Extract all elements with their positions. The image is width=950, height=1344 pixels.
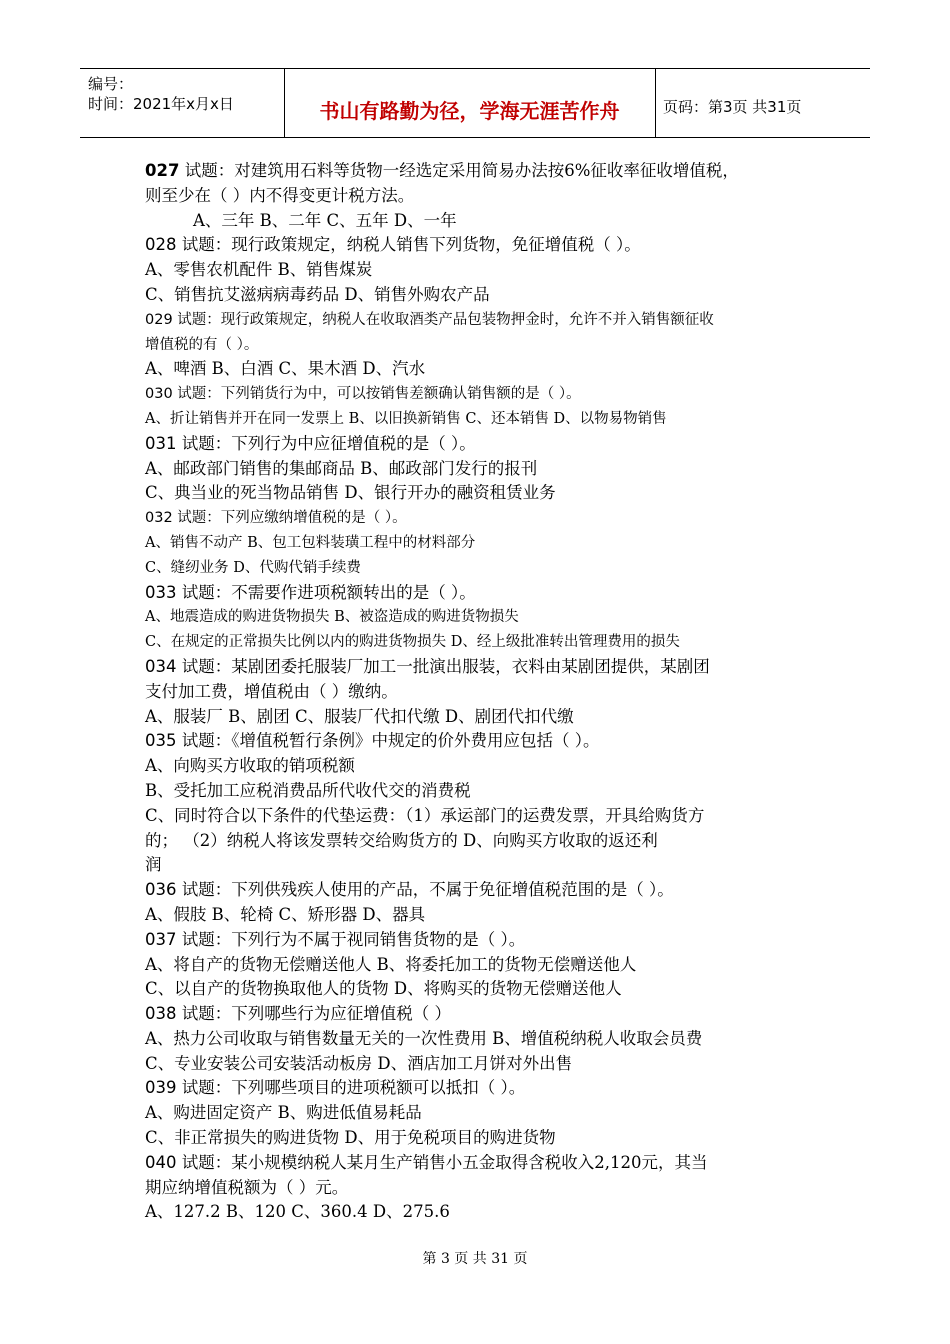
question-line: [145, 853, 815, 878]
question-list: [145, 159, 815, 1225]
question-text: 试题：某剧团委托服装厂加工一批演出服装，衣料由某剧团提供，某剧团: [181, 656, 710, 676]
header-motto-cell: [284, 69, 656, 137]
question-item: [145, 655, 815, 729]
question-stem: [145, 432, 815, 457]
question-text: 试题：下列供残疾人使用的产品，不属于免征增值税范围的是（ ）。: [181, 880, 674, 900]
question-item: [145, 382, 815, 432]
question-line: [145, 1052, 815, 1077]
question-line: [145, 977, 815, 1002]
question-line: [145, 357, 815, 382]
question-text: 试题：下列哪些项目的进项税额可以抵扣（ ）。: [181, 1078, 526, 1098]
question-item: [145, 432, 815, 506]
question-line: [145, 605, 815, 630]
question-line: [145, 184, 815, 209]
question-item: [145, 159, 815, 233]
question-text: 试题：下列行为中应征增值税的是（ ）。: [181, 433, 476, 453]
question-text: C、同时符合以下条件的代垫运费：（1）承运部门的运费发票，开具给购货方: [145, 805, 705, 825]
question-line: [145, 481, 815, 506]
doc-id-label: 编号：: [88, 75, 134, 93]
question-text: A、啤酒 B、白酒 C、果木酒 D、汽水: [145, 359, 426, 379]
question-line: [145, 1176, 815, 1201]
doc-date: 时间：2021年x月x日: [88, 95, 234, 113]
question-text: 试题：下列销货行为中，可以按销售差额确认销售额的是（ ）。: [177, 386, 581, 403]
question-stem: [145, 159, 815, 184]
question-stem: [145, 1076, 815, 1101]
question-text: C、在规定的正常损失比例以内的购进货物损失 D、经上级批准转出管理费用的损失: [145, 634, 680, 651]
page-header: [80, 68, 870, 138]
question-text: A、假肢 B、轮椅 C、矫形器 D、器具: [145, 904, 426, 924]
question-item: [145, 233, 815, 307]
question-number: 039: [145, 1078, 177, 1098]
question-item: [145, 729, 815, 878]
question-text: A、邮政部门销售的集邮商品 B、邮政部门发行的报刊: [145, 458, 538, 478]
question-line: [145, 1027, 815, 1052]
question-text: A、购进固定资产 B、购进低值易耗品: [145, 1103, 422, 1123]
question-line: [145, 829, 815, 854]
question-stem: [145, 308, 815, 333]
question-item: [145, 878, 815, 928]
question-text: 试题：不需要作进项税额转出的是（ ）。: [181, 582, 476, 602]
question-line: [145, 1200, 815, 1225]
question-item: [145, 506, 815, 580]
question-text: A、服装厂 B、剧团 C、服装厂代扣代缴 D、剧团代扣代缴: [145, 706, 574, 726]
question-text: 试题：下列行为不属于视同销售货物的是（ ）。: [181, 929, 526, 949]
question-text: 试题：现行政策规定，纳税人销售下列货物，免征增值税（ ）。: [181, 235, 641, 255]
header-page-cell: [655, 69, 870, 137]
question-stem: [145, 1002, 815, 1027]
question-line: [145, 754, 815, 779]
question-stem: [145, 382, 815, 407]
question-number: 027: [145, 161, 180, 180]
header-meta: [80, 69, 285, 137]
question-line: [145, 457, 815, 482]
question-text: 的； （2）纳税人将该发票转交给购货方的 D、向购买方收取的返还利: [145, 830, 658, 850]
question-text: B、受托加工应税消费品所代收代交的消费税: [145, 780, 471, 800]
question-stem: [145, 581, 815, 606]
question-text: 则至少在（ ）内不得变更计税方法。: [145, 185, 415, 205]
question-item: [145, 928, 815, 1002]
question-text: C、缝纫业务 D、代购代销手续费: [145, 559, 361, 576]
question-line: [145, 903, 815, 928]
question-text: 试题：某小规模纳税人某月生产销售小五金取得含税收入2,120元，其当: [181, 1152, 708, 1172]
question-stem: [145, 655, 815, 680]
question-text: C、专业安装公司安装活动板房 D、酒店加工月饼对外出售: [145, 1053, 573, 1073]
question-number: 037: [145, 929, 177, 949]
question-text: A、地震造成的购进货物损失 B、被盗造成的购进货物损失: [145, 609, 519, 626]
question-item: [145, 1076, 815, 1150]
question-text: 期应纳增值税额为（ ）元。: [145, 1177, 349, 1197]
question-line: [145, 531, 815, 556]
question-line: [145, 556, 815, 581]
question-text: A、向购买方收取的销项税额: [145, 756, 355, 776]
question-line: [145, 680, 815, 705]
question-text: 试题：对建筑用石料等货物一经选定采用简易办法按6%征收率征收增值税，: [184, 161, 739, 180]
question-line: [145, 630, 815, 655]
question-line: [145, 209, 815, 234]
question-text: A、将自产的货物无偿赠送他人 B、将委托加工的货物无偿赠送他人: [145, 954, 637, 974]
question-text: 润: [145, 855, 162, 875]
question-text: A、折让销售并开在同一发票上 B、以旧换新销售 C、还本销售 D、以物易物销售: [145, 410, 667, 427]
question-number: 035: [145, 731, 177, 751]
question-line: [145, 779, 815, 804]
question-text: 试题：现行政策规定，纳税人在收取酒类产品包装物押金时，允许不并入销售额征收: [177, 311, 714, 328]
page-footer: 第 3 页 共 31 页: [422, 1251, 528, 1267]
question-number: 040: [145, 1152, 177, 1172]
question-number: 033: [145, 582, 177, 602]
question-number: 032: [145, 510, 173, 527]
question-number: 029: [145, 311, 173, 328]
header-page-info: 页码：第3页 共31页: [663, 98, 802, 116]
question-stem: [145, 233, 815, 258]
question-line: [145, 804, 815, 829]
question-text: A、零售农机配件 B、销售煤炭: [145, 260, 373, 280]
question-text: C、非正常损失的购进货物 D、用于免税项目的购进货物: [145, 1128, 556, 1148]
question-line: [145, 1126, 815, 1151]
question-line: [145, 407, 815, 432]
question-text: 试题：下列哪些行为应征增值税（ ）: [181, 1004, 451, 1024]
question-line: [145, 1101, 815, 1126]
question-item: [145, 581, 815, 655]
question-text: A、127.2 B、120 C、360.4 D、275.6: [145, 1202, 450, 1222]
question-number: 028: [145, 235, 177, 255]
question-item: [145, 1002, 815, 1076]
question-stem: [145, 1151, 815, 1176]
question-line: [145, 953, 815, 978]
question-line: [145, 258, 815, 283]
question-number: 034: [145, 656, 177, 676]
question-text: 试题：《增值税暂行条例》中规定的价外费用应包括（ ）。: [181, 731, 600, 751]
question-item: [145, 1151, 815, 1225]
question-text: C、典当业的死当物品销售 D、银行开办的融资租赁业务: [145, 483, 556, 503]
question-text: C、以自产的货物换取他人的货物 D、将购买的货物无偿赠送他人: [145, 979, 622, 999]
question-number: 036: [145, 880, 177, 900]
question-text: A、热力公司收取与销售数量无关的一次性费用 B、增值税纳税人收取会员费: [145, 1028, 703, 1048]
question-number: 030: [145, 386, 173, 403]
question-number: 031: [145, 433, 177, 453]
question-text: A、三年 B、二年 C、五年 D、一年: [193, 210, 457, 230]
question-item: [145, 308, 815, 382]
question-line: [145, 333, 815, 358]
question-line: [145, 283, 815, 308]
question-text: 增值税的有（ ）。: [145, 336, 259, 353]
header-motto: 书山有路勤为径，学海无涯苦作舟: [319, 99, 620, 123]
question-text: 支付加工费，增值税由（ ）缴纳。: [145, 681, 398, 701]
question-text: C、销售抗艾滋病病毒药品 D、销售外购农产品: [145, 284, 490, 304]
question-text: A、销售不动产 B、包工包料装璜工程中的材料部分: [145, 534, 476, 551]
question-stem: [145, 928, 815, 953]
question-stem: [145, 878, 815, 903]
question-text: 试题：下列应缴纳增值税的是（ ）。: [177, 510, 407, 527]
question-number: 038: [145, 1004, 177, 1024]
question-stem: [145, 506, 815, 531]
question-line: [145, 705, 815, 730]
question-stem: [145, 729, 815, 754]
